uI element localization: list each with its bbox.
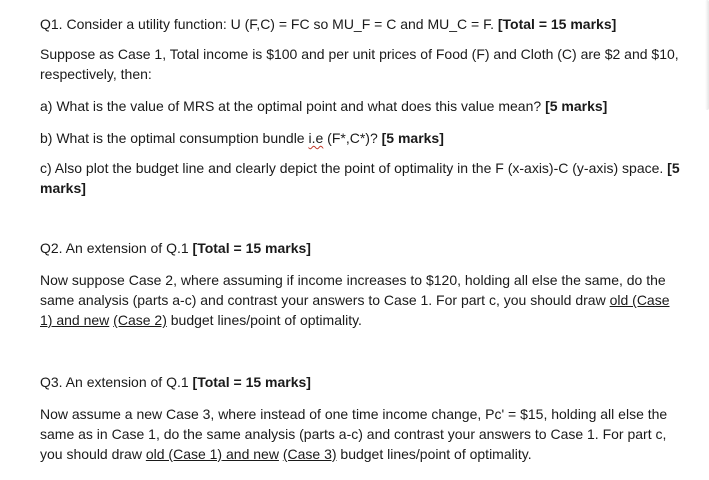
q1-part-b-text-post: (F*,C*)? xyxy=(323,130,382,146)
q1-part-a-text: a) What is the value of MRS at the optimal point and what does this value mean? xyxy=(40,98,546,114)
q2-heading-text: Q2. An extension of Q.1 xyxy=(40,240,193,256)
q1-part-a xyxy=(40,96,680,116)
q3-body-pre: Now assume a new Case 3, where instead of one time income change, Pc' = $15, holding all else the same as in Case 1, do the same analysis (parts a-c) and contrast your answers to Case 1. For part c, you should draw xyxy=(40,406,668,462)
q2-heading xyxy=(40,238,680,258)
q2-total-marks: [Total = 15 marks] xyxy=(192,240,311,256)
q2-body-post: budget lines/point of optimality. xyxy=(166,312,362,328)
q2-old-case-link: old (Case 1) xyxy=(40,292,670,328)
q1-part-c-text: c) Also plot the budget line and clearly depict the point of optimality in the F (x-axis)-C (y-axis) space. xyxy=(40,160,668,176)
q2-and-new: and new xyxy=(52,312,110,328)
q1-part-b-text-pre: b) What is the optimal consumption bundle xyxy=(40,130,309,146)
q1-part-b xyxy=(40,128,680,148)
q1-part-c-marks: [5 marks] xyxy=(40,160,680,196)
q3-heading-text: Q3. An extension of Q.1 xyxy=(40,374,193,390)
q3-old-case-link: old (Case 1) xyxy=(145,446,223,462)
q1-part-b-marks: [5 marks] xyxy=(381,130,444,146)
q1-heading xyxy=(40,14,680,34)
q1-part-c xyxy=(40,158,680,198)
q3-total-marks: [Total = 15 marks] xyxy=(192,374,311,390)
q3-heading xyxy=(40,372,680,392)
q3-body xyxy=(40,404,680,464)
q3-and-new: and new xyxy=(222,446,279,462)
q1-total-marks: [Total = 15 marks] xyxy=(497,16,617,32)
q2-body xyxy=(40,270,680,330)
q2-new-case-link: (Case 2) xyxy=(113,312,167,328)
q1-intro: Suppose as Case 1, Total income is $100 and per unit prices of Food (F) and Cloth (C) are $2 and $10, respectively, then: xyxy=(40,46,679,82)
q1-part-b-ie: i.e xyxy=(308,130,324,146)
right-edge-shadow xyxy=(705,0,709,110)
q1-part-a-marks: [5 marks] xyxy=(545,98,608,114)
q3-body-post: budget lines/point of optimality. xyxy=(336,446,532,462)
q1-heading-text: Q1. Consider a utility function: U (F,C) = FC so MU_F = C and MU_C = F. xyxy=(40,16,498,32)
q3-new-case-link: (Case 3) xyxy=(282,446,337,462)
q2-body-pre: Now suppose Case 2, where assuming if income increases to $120, holding all else the same, do the same analysis (parts a-c) and contrast your answers to Case 1. For part c, you should draw xyxy=(40,272,666,308)
